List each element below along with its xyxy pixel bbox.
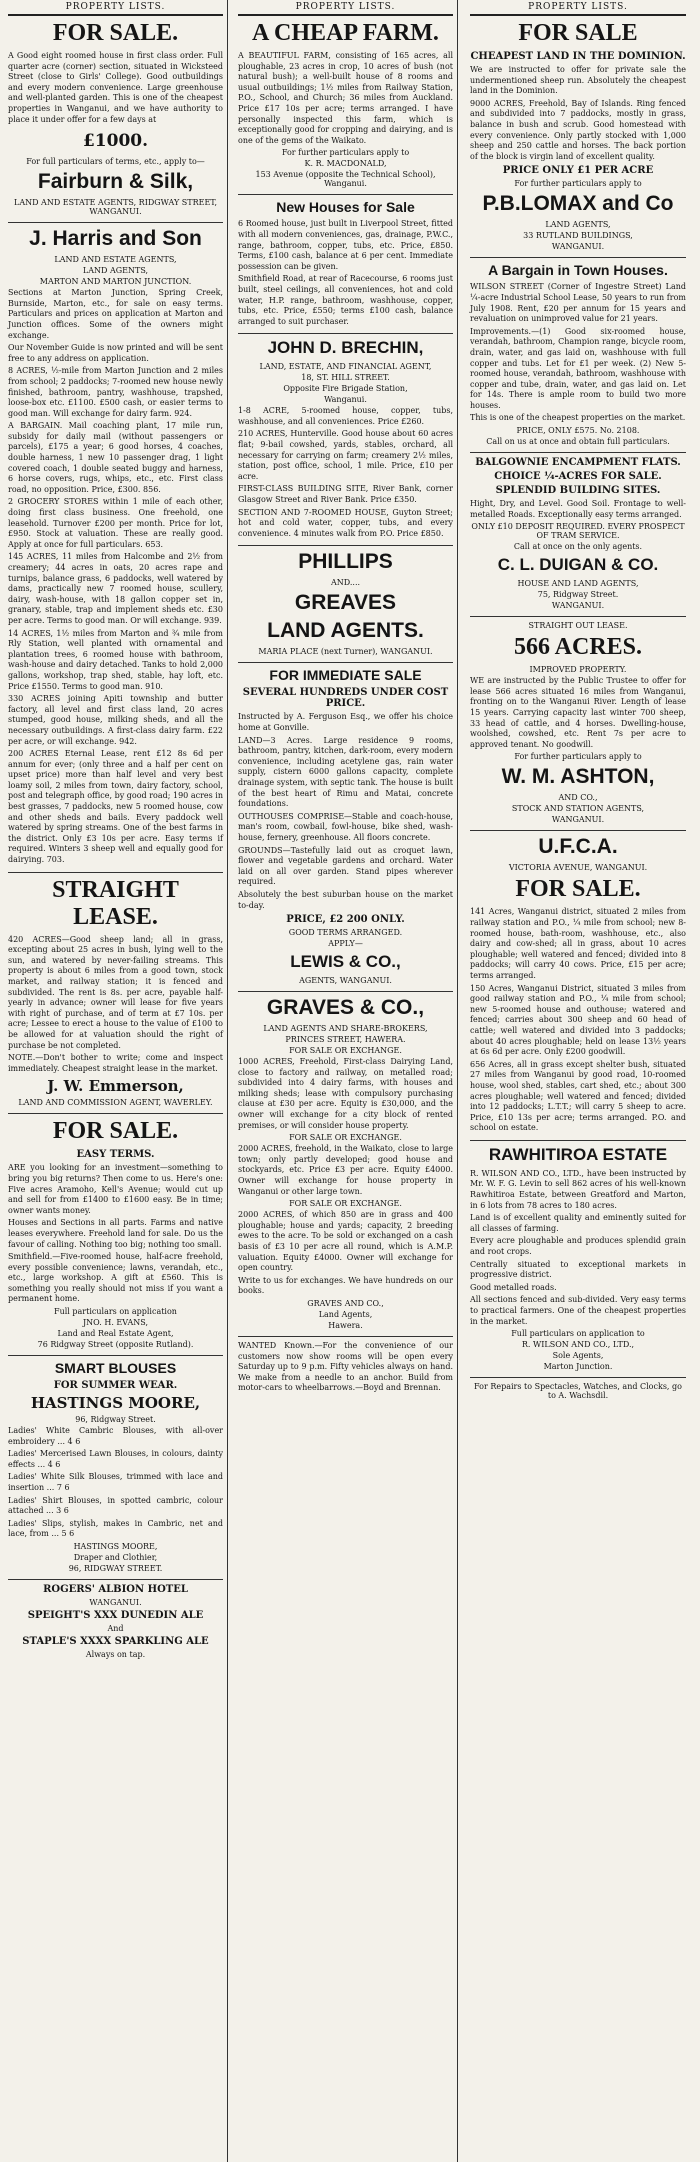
advert-body: Houses and Sections in all parts. Farms and native leases everywhere. Freehold land for sale. Do us the favour of calling. Nothing too big; nothing too small.	[8, 1218, 223, 1249]
straight-lease-advert	[8, 877, 223, 1115]
advert-body: Hight, Dry, and Level. Good Soil. Frontage to well-metalled Roads. Exceptionally easy terms arranged.	[470, 499, 686, 519]
advert-title: FOR SALE.	[52, 20, 179, 46]
column-header: PROPERTY LISTS.	[470, 2, 686, 16]
lomax-advert	[470, 20, 686, 258]
rawhitiroa-advert	[470, 1145, 686, 1378]
advert-subtitle: SEVERAL HUNDREDS UNDER COST PRICE.	[242, 687, 449, 710]
firm-name: JOHN D. BRECHIN,	[267, 338, 424, 358]
list-item: Ladies' Shirt Blouses, in spotted cambric, colour attached ... 3 6	[8, 1495, 223, 1516]
advert-title: New Houses for Sale	[276, 199, 415, 216]
hotel-advert	[8, 1584, 223, 1659]
advert-body: ARE you looking for an investment—something to bring you big returns? Then come to us. Here's one: Five acres Aramoho, Kell's Avenue; would cut up and sell for from £1400 to £1600 easy. Be in time; owner wants money.	[8, 1163, 223, 1215]
town-houses-advert	[470, 262, 686, 453]
signature: HASTINGS MOORE,	[73, 1542, 158, 1551]
signature: GRAVES AND CO.,	[307, 1298, 384, 1308]
firm-subtitle: LAND AGENTS,	[82, 266, 149, 276]
wanted-advert	[238, 1341, 453, 1394]
advert-title: STRAIGHT LEASE.	[52, 876, 179, 930]
advert-title: SMART BLOUSES	[54, 1360, 177, 1377]
firm-address: 75, Ridgway Street.	[537, 590, 619, 600]
cheap-farm-advert	[238, 20, 453, 195]
firm-name: GREAVES	[294, 591, 397, 615]
ashton-advert	[470, 621, 686, 831]
listing: Sections at Marton Junction, Spring Creek, Burnside, Marton, etc., for sale on easy terms. Particulars and prices on application at Marton and Junction offices. Some of the owners might exchange.	[8, 288, 223, 340]
advert-body: WILSON STREET (Corner of Ingestre Street) Land ¼-acre Industrial School Lease, 50 years to run from July 1908. Rent, £20 per annum for 15 years and revaluation on unimproved value for 21 years.	[470, 282, 686, 324]
harris-advert	[8, 227, 223, 872]
advert-price: PRICE, ONLY £575. No. 2108.	[516, 426, 640, 436]
listing: 8 ACRES, ½-mile from Marton Junction and 2 miles from school; 2 paddocks; 7-roomed new house newly finished, bathroom, pantry, washhouse, trapshed, loose-box etc. £1100. £500 cash, or easier terms to good man. Will exchange for dairy farm. 924.	[8, 366, 223, 418]
advert-apply: For full particulars of terms, etc., apply to—	[26, 157, 205, 167]
graves-advert	[238, 996, 453, 1337]
firm-and: AND....	[330, 578, 361, 588]
listing: 2000 ACRES, of which 850 are in grass and 400 ploughable; house and yards; capacity, 2 breeding ewes to the acre. To be sold or exchanged on a cash basis of £3 10 per acre all round, which is A.M.P. valuation. Equity £4000. Owner will exchange for open country.	[238, 1210, 453, 1273]
firm-subtitle: LAND AND COMMISSION AGENT, WAVERLEY.	[18, 1098, 213, 1108]
hotel-name: ROGERS' ALBION HOTEL	[43, 1584, 188, 1595]
column-header: PROPERTY LISTS.	[238, 2, 453, 16]
firm-subtitle: LAND, ESTATE, AND FINANCIAL AGENT,	[259, 362, 432, 372]
listing: 200 ACRES Eternal Lease, rent £12 8s 6d per annum for ever; (only three and a half per cent on upset price) more than half level and very best loamy soil, 2 miles from town, dairy factory, school, post and telegraph office, by good road; 190 acres in best grasses, 7 paddocks, new 5 roomed house, cow and other sheds and bails. Every paddock well watered by spring streams. One of the best farms in the district. Only £3 10s per acre. Easy terms if required. Winters 3 sheep well and equally good for dairying. 703.	[8, 749, 223, 865]
hotel-town: WANGANUI.	[89, 1598, 142, 1607]
agent-address: 153 Avenue (opposite the Technical School), Wanganui.	[255, 170, 436, 189]
firm-address: Wanganui.	[324, 395, 367, 405]
advert-price: PRICE ONLY £1 PER ACRE	[502, 165, 654, 177]
advert-body: For Repairs to Spectacles, Watches, and Clocks, go to A. Wachsdil.	[474, 1382, 682, 1401]
advert-body: This is one of the cheapest properties on the market.	[470, 413, 686, 423]
firm-subtitle: STOCK AND STATION AGENTS,	[511, 804, 645, 814]
listing: SECTION AND 7-ROOMED HOUSE, Guyton Street; hot and cold water, copper, tubs, and every convenience. 4 minutes walk from P.O. Price £850.	[238, 507, 453, 538]
signature: Draper and Clothier,	[73, 1553, 158, 1562]
advert-note: Write to us for exchanges. We have hundreds on our books.	[238, 1275, 453, 1296]
firm-address: MARIA PLACE (next Turner), WANGANUI.	[258, 647, 433, 657]
firm-subtitle: HOUSE AND LAND AGENTS,	[517, 579, 639, 589]
advert-subtitle: EASY TERMS.	[76, 1149, 155, 1161]
listing: FIRST-CLASS BUILDING SITE, River Bank, corner Glasgow Street and River Bank. Price £350.	[238, 484, 453, 505]
column-2	[234, 0, 458, 2162]
immediate-sale-advert	[238, 667, 453, 992]
advert-body: A BEAUTIFUL FARM, consisting of 165 acres, all ploughable, 23 acres in crop, 10 acres of bush (not natural bush); a well-built house of 8 rooms and usual outbuildings; 1½ miles from Railway Station, P.O., School, and Church; 36 miles from Auckland. Price £17 10s per acre; terms arranged. I have personally inspected this farm, which is exceptionally good for cropping and dairying, and is one of the gems of the Waikato.	[238, 51, 453, 145]
advert-terms: GOOD TERMS ARRANGED.	[288, 928, 403, 938]
list-item: Ladies' White Silk Blouses, trimmed with lace and insertion ... 7 6	[8, 1472, 223, 1493]
new-houses-advert	[238, 199, 453, 334]
advert-body: 9000 ACRES, Freehold, Bay of Islands. Ring fenced and subdivided into 7 paddocks, mostly in grass, balance in bush and scrub. Good homestead with every convenience. Only partly stocked with 1,000 sheep and 250 cattle and horses. The back portion of the block is virgin land of excellent quality.	[470, 98, 686, 161]
listing: 6 Roomed house, just built in Liverpool Street, fitted with all modern conveniences, gas, drainage, P.W.C., range, bathroom, copper, tubs, etc. Price, £850. Terms, £100 cash, balance at 6 per cent. Immediate possession can be given.	[238, 219, 453, 271]
advert-title: FOR SALE	[518, 20, 638, 46]
advert-body: Absolutely the best suburban house on the market to-day.	[238, 889, 453, 910]
wachsdil-advert	[470, 1382, 686, 1400]
hotel-ale: SPEIGHT'S XXX DUNEDIN ALE	[27, 1610, 204, 1621]
advert-apply: For further particulars apply to	[514, 179, 642, 189]
advert-call: Call at once on the only agents.	[513, 542, 643, 552]
firm-subtitle: LAND AGENTS,	[545, 220, 611, 230]
ufca-advert	[470, 835, 686, 1140]
listing: 1000 ACRES, Freehold, First-class Dairying Land, close to factory and railway, on metalled road; subdivided into 4 dairy farms, with houses and milking sheds; lease with compulsory purchasing clause at £30 per acre. Equity is £30,000, and the owner will exchange for a city block of rented premises, or will consider house property.	[238, 1057, 453, 1130]
listing: 141 Acres, Wanganui district, situated 2 miles from railway station and P.O., ¼ mile from school; new 8-roomed house, bath-room, washhouse, etc., also dairy and cow-shed; all in grass, about 10 acres ploughable; well watered and fenced; divided into 8 paddocks; will carry 40 cows. Price, £15 per acre; terms arranged.	[470, 907, 686, 980]
advert-apply: APPLY—	[328, 939, 363, 949]
firm-name: LEWIS & CO.,	[290, 952, 401, 972]
phillips-greaves-advert	[238, 550, 453, 663]
advert-title: FOR SALE.	[52, 1118, 179, 1145]
listing: Our November Guide is now printed and will be sent free to any address on application.	[8, 343, 223, 363]
agent-name: K. R. MACDONALD,	[304, 159, 387, 169]
signature: R. WILSON AND CO., LTD.,	[521, 1340, 635, 1350]
advert-body: Centrally situated to exceptional markets in progressive district.	[470, 1259, 686, 1280]
advert-subtitle: IMPROVED PROPERTY.	[529, 665, 627, 675]
advert-note: NOTE.—Don't bother to write; come and inspect immediately. Cheapest straight lease in the market.	[8, 1053, 223, 1073]
advert-title: BALGOWNIE ENCAMPMENT FLATS.	[475, 457, 681, 469]
section-head: FOR SALE OR EXCHANGE.	[289, 1133, 402, 1143]
firm-address: Opposite Fire Brigade Station,	[283, 384, 408, 394]
firm-name: U.F.C.A.	[538, 835, 618, 859]
section-head: FOR SALE OR EXCHANGE.	[289, 1199, 402, 1209]
advert-title: 566 ACRES.	[513, 634, 643, 661]
blouses-advert	[8, 1360, 223, 1580]
firm-name: J. Harris and Son	[29, 227, 202, 251]
listing: 1-8 ACRE, 5-roomed house, copper, tubs, washhouse, and all conveniences. Price £260.	[238, 406, 453, 426]
firm-name: GRAVES & CO.,	[266, 996, 425, 1020]
hotel-and: And	[107, 1624, 124, 1633]
advert-body: ONLY £10 DEPOSIT REQUIRED. EVERY PROSPECT OF TRAM SERVICE.	[471, 522, 685, 541]
advert-subtitle: CHEAPEST LAND IN THE DOMINION.	[470, 51, 686, 62]
list-item: Ladies' Mercerised Lawn Blouses, in colours, dainty effects ... 4 6	[8, 1449, 223, 1469]
agent-address: 76 Ridgway Street (opposite Rutland).	[37, 1340, 194, 1350]
advert-body: Good metalled roads.	[470, 1282, 557, 1292]
column-header: PROPERTY LISTS.	[8, 2, 223, 16]
firm-name: HASTINGS MOORE,	[30, 1394, 201, 1413]
advert-body: LAND—3 Acres. Large residence 9 rooms, bathroom, pantry, kitchen, dark-room, every modern convenience, including acetylene gas, rain water supply, cistern 6000 gallons capacity, complete drainage system, with septic tank. The house is built of the best heart of Rimu and Matai, concrete foundations.	[238, 735, 453, 809]
signature: Marton Junction.	[543, 1362, 613, 1372]
advert-body: Land is of excellent quality and eminently suited for all classes of farming.	[470, 1213, 686, 1233]
listing: 656 Acres, all in grass except shelter bush, situated 27 miles from Wanganui by good road, 10-roomed house, wool shed, stables, cart shed, etc.; about 300 acres ploughable; well watered and fenced; divided into 12 paddocks; L.T.T.; will carry 5 sheep to acre. Price, £10 13s per acre; terms arranged. P.O. and school on estate.	[470, 1059, 686, 1133]
firm-subtitle: LAND AGENTS AND SHARE-BROKERS,	[263, 1024, 428, 1034]
firm-name: C. L. DUIGAN & CO.	[497, 555, 659, 575]
listing: 14 ACRES, 1½ miles from Marton and ¾ mile from Rly Station, well planted with ornamental and plantation trees, 6 roomed house with bathroom, wash-house and dairy detached. Tanks to hold 2,000 gallons, workshop, trap shed, stable, hay loft, etc. Price £1550. Terms to good man. 910.	[8, 628, 223, 691]
section-head: FOR SALE OR EXCHANGE.	[289, 1046, 402, 1056]
signature: Hawera.	[328, 1320, 363, 1330]
firm-name: PHILLIPS	[298, 550, 393, 574]
advert-body: WE are instructed by the Public Trustee to offer for lease 566 acres situated 16 miles from Wanganui, fronting on to the Wanganui River. Length of lease 15 years. Carrying capacity last winter 700 sheep, 33 head of cattle, and 4 horses. Dwelling-house, woolshed, cowshed, etc. Rent 7s per acre to approved tenant. No goodwill.	[470, 676, 686, 749]
section-head: STRAIGHT OUT LEASE.	[528, 621, 628, 631]
advert-body: R. WILSON AND CO., LTD., have been instructed by Mr. W. F. G. Levin to sell 862 acres of his well-known Rawhitiroa Estate, between Greatford and Marton, in 6 lots from 78 acres to 180 acres.	[470, 1168, 686, 1210]
signature: Sole Agents,	[552, 1351, 604, 1361]
advert-body: Smithfield.—Five-roomed house, half-acre freehold, every possible convenience; lawns, verandah, etc., etc., large workshop. A gift at £560. This is something you really should not miss if you want a permanent home.	[8, 1252, 223, 1304]
signature: 96, RIDGWAY STREET.	[68, 1564, 163, 1573]
firm-name: J. W. Emmerson,	[47, 1077, 184, 1096]
listing: 330 ACRES joining Apiti township and butter factory, all level and first class land, 20 acres stumped, good house, milking sheds, and all the necessary outbuildings. A first-class dairy farm. £22 per acre, or will exchange. 942.	[8, 694, 223, 746]
advert-body: OUTHOUSES COMPRISE—Stable and coach-house, man's room, cowbail, fowl-house, bike shed, wash-house, fernery, greenhouse. All floors concrete.	[238, 811, 453, 842]
advert-body: GROUNDS—Tastefully laid out as croquet lawn, flower and vegetable gardens and orchard. Water laid on all over garden. Stand pipes wherever required.	[238, 845, 453, 887]
advert-apply: Full particulars on application	[54, 1307, 177, 1317]
brechin-advert	[238, 338, 453, 546]
advert-body: We are instructed to offer for private sale the undermentioned sheep run. Absolutely the cheapest land in the Dominion.	[470, 65, 686, 96]
listing: 2000 ACRES, freehold, in the Waikato, close to large town; only partly developed; good house and stockyards, etc. Price £3 per acre. Equity £4000. Owner will exchange for house property in Wanganui or other large town.	[238, 1144, 453, 1196]
advert-price: PRICE, £2 200 ONLY.	[286, 914, 405, 926]
listing: 150 Acres, Wanganui District, situated 3 miles from good railway station and P.O., ¼ mile from school; new 5-roomed house and outhouse; watered and fenced; carries about 300 sheep and 60 head of cattle; well watered and divided into 3 paddocks; about 40 acres ploughable; held on lease 13½ years at 6s 6d per acre. Only £200 goodwill.	[470, 983, 686, 1057]
advert-body: All sections fenced and sub-divided. Very easy terms to practical farmers. One of the cheapest properties in the market.	[470, 1295, 686, 1326]
list-item: Ladies' White Cambric Blouses, with all-over embroidery ... 4 6	[8, 1426, 223, 1446]
list-item: Ladies' Slips, stylish, makes in Cambric, net and lace, from ... 5 6	[8, 1518, 223, 1539]
advert-apply: For further particulars apply to	[514, 752, 642, 762]
firm-address: 33 RUTLAND BUILDINGS,	[523, 231, 633, 241]
advert-body: WANTED Known.—For the convenience of our customers now show rooms will be open every Saturday up to 9 p.m. Fifty vehicles always on hand. We make from a needle to an anchor. Build from motor-cars to wheelbarrows.—Boyd and Brennan.	[238, 1340, 453, 1393]
evans-advert	[8, 1118, 223, 1356]
advert-body: A Good eight roomed house in first class order. Full quarter acre (corner) section, situated in Wicksteed Street (close to Girls' College). Good outbuildings and every modern convenience. Large greenhouse and well-planted garden. This is one of the cheapest properties in Wanganui, and we have authority to place it under offer for a few days at	[8, 51, 223, 124]
advert-apply: For further particulars apply to	[281, 148, 410, 158]
firm-address: PRINCES STREET, HAWERA.	[285, 1035, 406, 1045]
firm-subtitle: AGENTS, WANGANUI.	[299, 976, 392, 986]
firm-name: W. M. ASHTON,	[501, 765, 655, 789]
advert-subtitle: CHOICE ¼-ACRES FOR SALE.	[494, 471, 662, 483]
firm-name: Fairburn & Silk,	[37, 170, 194, 194]
firm-address: WANGANUI.	[551, 815, 605, 825]
advert-body: Every acre ploughable and produces splendid grain and root crops.	[470, 1236, 686, 1257]
agent-title: Land and Real Estate Agent,	[57, 1329, 174, 1339]
column-1	[4, 0, 228, 2162]
firm-address: VICTORIA AVENUE, WANGANUI.	[508, 863, 648, 873]
firm-and: AND CO.,	[558, 793, 598, 803]
firm-subtitle: LAND AGENTS.	[267, 619, 424, 643]
advert-title: FOR SALE.	[515, 876, 641, 903]
advert-title: FOR IMMEDIATE SALE	[269, 667, 422, 684]
fairburn-advert	[8, 20, 223, 223]
column-3	[466, 0, 690, 2162]
advert-title: RAWHITIROA ESTATE	[488, 1144, 668, 1164]
firm-address: 96, Ridgway Street.	[75, 1415, 156, 1425]
advert-body: Improvements.—(1) Good six-roomed house, verandah, bathroom, Champion range, bicycle room, drain, water, and gas laid on, washhouse with full copper and tubs. Let for £1 per week. (2) New 5-roomed house, verandah, bathroom, washhouse with copper and tube, drain, water, and gas laid on. Let for 14s. There is ample room to build two more houses.	[470, 326, 686, 410]
advert-body: Instructed by A. Ferguson Esq., we offer his choice home at Gonville.	[238, 712, 453, 732]
advert-body: 420 ACRES—Good sheep land; all in grass, excepting about 25 acres in bush, lying well to the sun, and watered by never-failing streams. This property is about 6 miles from a good town, stock market, and railway station; it is fenced and subdivided. The rent is 8s. per acre, payable half-yearly in advance; owner will lease for five years with right of purchase, and of term at £7 10s. per acre; Lessee to erect a house to the value of £100 to be allowed for at valuation should the right of purchase be not completed.	[8, 934, 223, 1050]
advert-subtitle: SPLENDID BUILDING SITES.	[495, 485, 661, 497]
firm-address: 18, ST. HILL STREET.	[301, 373, 390, 383]
firm-address: WANGANUI.	[551, 601, 605, 611]
advert-call: Call on us at once and obtain full particulars.	[486, 437, 670, 447]
firm-address: WANGANUI.	[551, 242, 605, 252]
hotel-tap: Always on tap.	[85, 1650, 146, 1659]
advert-subtitle: FOR SUMMER WEAR.	[53, 1380, 178, 1392]
advert-apply: Full particulars on application to	[511, 1329, 645, 1339]
listing: Smithfield Road, at rear of Racecourse, 6 rooms just built, steel ceilings, all conveniences, hot and cold water, H.P. range, bathroom, washhouse, copper, tubs, etc. Price, £550; terms £100 cash, balance arranged to suit purchaser.	[238, 274, 453, 326]
agent-name: JNO. H. EVANS,	[82, 1318, 149, 1328]
listing: 210 ACRES, Hunterville. Good house about 60 acres flat; 9-bail cowshed, yards, stables, orchard, all necessary for carrying on farm; creamery 2½ miles, station, post office, school, 1 mile. Price, £10 per acre.	[238, 429, 453, 481]
firm-name: P.B.LOMAX and Co	[482, 192, 674, 216]
listing: 2 GROCERY STORES within 1 mile of each other, doing first class business. One freehold, one leasehold. Turnover £200 per month. Price for lot, £950. Stock at valuation. These are really good. Apply at once for full particulars. 653.	[8, 497, 223, 549]
balgownie-advert	[470, 457, 686, 617]
hotel-ale: STAPLE'S XXXX SPARKLING ALE	[22, 1636, 209, 1647]
advert-price: £1000.	[82, 131, 149, 152]
listing: 145 ACRES, 11 miles from Halcombe and 2½ from creamery; 44 acres in oats, 20 acres rape and turnips, balance grass, 6 paddocks, well watered by dams, practically new 7 roomed house, scullery, dairy, wash-house, with 18 gallon copper set in, granary, stable, trap and implement sheds etc. £30 per acre. Terms to good man. Or will exchange. 939.	[8, 552, 223, 625]
signature: Land Agents,	[318, 1309, 373, 1319]
firm-address: LAND AND ESTATE AGENTS, RIDGWAY STREET, WANGANUI.	[14, 198, 217, 217]
advert-title: A Bargain in Town Houses.	[488, 262, 668, 279]
listing: A BARGAIN. Mail coaching plant, 17 mile run, subsidy for daily mail (without passengers or parcels), £175 a year; 6 good horses, 4 coaches, double harness, 1 new 10 passenger drag, 1 light covered coach, 1 double seated buggy and harness, 6 horse covers, rugs, whips, etc., etc. First class road, no opposition. Price, £300. 856.	[8, 421, 223, 494]
firm-subtitle: MARTON AND MARTON JUNCTION.	[39, 277, 192, 287]
firm-subtitle: LAND AND ESTATE AGENTS,	[54, 255, 177, 265]
advert-title: A CHEAP FARM.	[252, 20, 439, 46]
